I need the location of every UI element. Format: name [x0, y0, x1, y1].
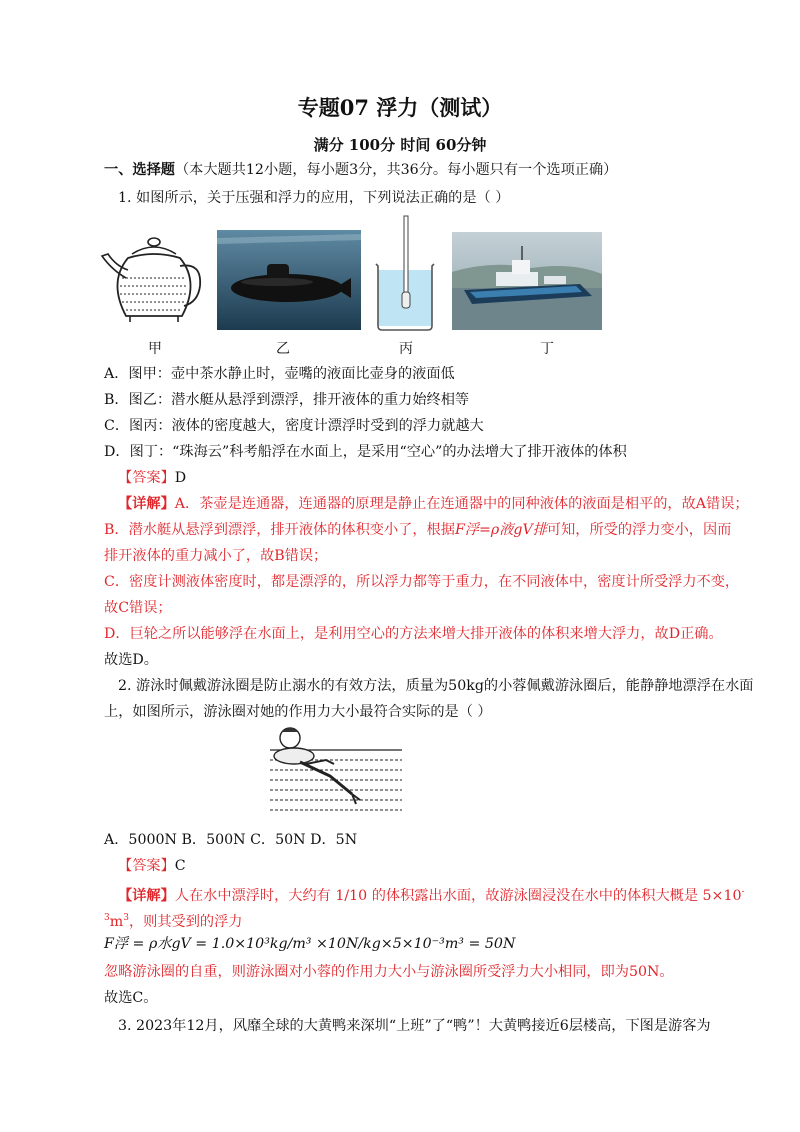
q2-answer-value: C: [174, 858, 186, 874]
q2-formula: F浮 = ρ水gV = 1.0×10³kg/m³ ×10N/kg×5×10⁻³m³ = 50N: [104, 936, 516, 952]
q1-detail-c1: C．密度计测液体密度时，都是漂浮的，所以浮力都等于重力，在不同液体中，密度计所受浮力不变，: [104, 574, 740, 590]
q1-detail-b1-formula: F浮=ρ液gV排: [454, 522, 547, 538]
q2-answer-tag: 【答案】: [118, 858, 175, 874]
q1-detail-c2: 故C错误；: [104, 600, 172, 616]
caption-ding: 丁: [540, 341, 554, 357]
q1-detail-b1-post: 可知，所受的浮力变小，因而: [546, 522, 732, 538]
q3-stem: 3. 2023年12月，风靡全球的大黄鸭来深圳“上班”了“鸭”！大黄鸭接近6层楼高，下图是游客为: [118, 1018, 711, 1034]
q1-detail-tag: 【详解】: [118, 496, 175, 512]
q1-stem: 1. 如图所示，关于压强和浮力的应用，下列说法正确的是（ ）: [118, 190, 510, 206]
caption-jia: 甲: [148, 341, 162, 357]
q1-option-a: A．图甲：壶中茶水静止时，壶嘴的液面比壶身的液面低: [104, 366, 455, 382]
q1-detail-d: D．巨轮之所以能够浮在水面上，是利用空心的方法来增大排开液体的体积来增大浮力，故D正确。: [104, 626, 723, 642]
q2-detail-1: [118, 882, 758, 906]
q1-detail-a-text: A．茶壶是连通器，连通器的原理是静止在连通器中的同种液体的液面是相平的，故A错误；: [174, 496, 749, 512]
caption-yi: 乙: [276, 341, 290, 357]
q2-detail-2-exp: 3: [104, 913, 110, 923]
q2-stem-1: 2. 游泳时佩戴游泳圈是防止溺水的有效方法，质量为50kg的小蓉佩戴游泳圈后，能静静地漂浮在水面: [118, 678, 754, 694]
q2-detail-tag: 【详解】: [118, 888, 175, 904]
q1-detail-b1-pre: B．潜水艇从悬浮到漂浮，排开液体的体积变小了，根据: [104, 522, 455, 538]
page-title: 专题07 浮力（测试）: [297, 95, 503, 120]
q2-detail-2: [104, 908, 744, 932]
q2-detail-2-exp2: 3: [123, 913, 129, 923]
section-heading: 一、选择题: [104, 162, 175, 178]
q1-conclusion: 故选D。: [104, 652, 158, 668]
q1-answer: [118, 468, 758, 488]
q1-answer-value: D: [174, 470, 187, 486]
q2-detail-2-unit: m: [109, 914, 124, 930]
q1-option-b: B．图乙：潜水艇从悬浮到漂浮，排开液体的重力始终相等: [104, 392, 470, 408]
q2-detail-2-post: ，则其受到的浮力: [128, 914, 243, 930]
q2-stem-2: 上，如图所示，游泳圈对她的作用力大小最符合实际的是（ ）: [104, 704, 492, 720]
research-ship-image: [452, 232, 602, 330]
q1-detail-b1: [104, 520, 744, 540]
q2-detail-3: 忽略游泳圈的自重，则游泳圈对小蓉的作用力大小与游泳圈所受浮力大小相同，即为50N。: [104, 964, 674, 980]
q2-detail-1-text: 人在水中漂浮时，大约有 1/10 的体积露出水面，故游泳圈浸没在水中的体积大概是 5×10: [174, 888, 742, 904]
q1-answer-tag: 【答案】: [118, 470, 175, 486]
q2-detail-1-exp: -: [741, 887, 745, 897]
q1-option-c: C．图丙：液体的密度越大，密度计漂浮时受到的浮力就越大: [104, 418, 484, 434]
submarine-image: [217, 230, 361, 330]
q2-answer: [118, 856, 758, 876]
q2-options: A．5000N B．500N C．50N D．5N: [104, 832, 358, 848]
q1-detail-b2: 排开液体的重力减小了，故B错误；: [104, 548, 328, 564]
beaker-hydrometer-image: [374, 214, 436, 332]
teapot-image: [100, 232, 204, 328]
q1-option-d: D．图丁：“珠海云”科考船浮在水面上，是采用“空心”的办法增大了排开液体的体积: [104, 444, 627, 460]
section-note: （本大题共12小题，每小题3分，共36分。每小题只有一个选项正确）: [174, 162, 618, 178]
q2-conclusion: 故选C。: [104, 990, 158, 1006]
section-heading-line: [104, 160, 744, 180]
swimmer-image: [270, 724, 402, 816]
page-subtitle: 满分 100分 时间 60分钟: [313, 136, 487, 154]
caption-bing: 丙: [399, 341, 413, 357]
q1-detail-a: [118, 494, 758, 514]
